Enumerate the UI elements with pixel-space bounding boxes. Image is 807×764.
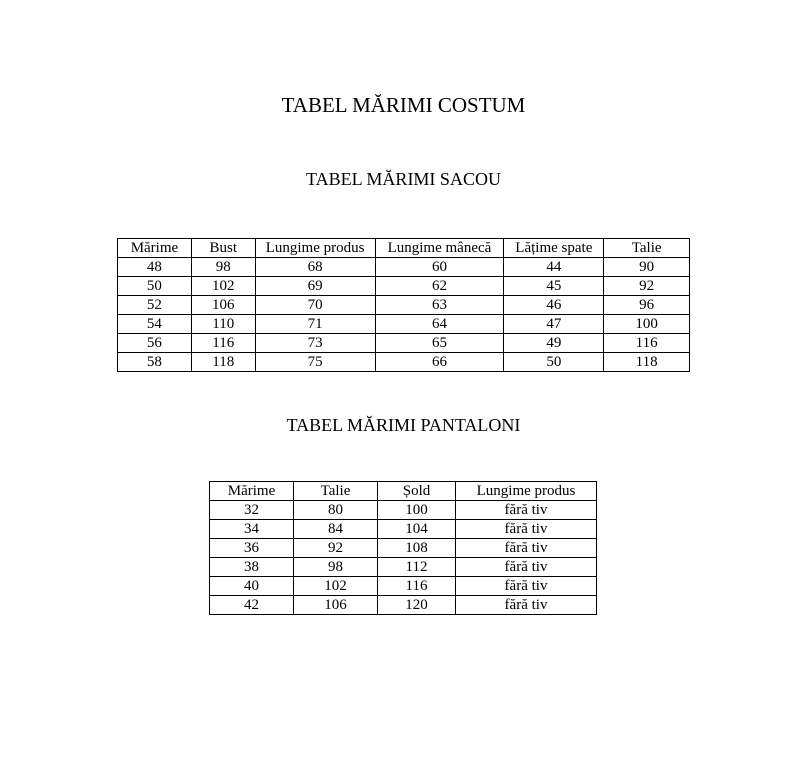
sacou-table-title: TABEL MĂRIMI SACOU (306, 169, 501, 189)
table-row (210, 577, 597, 596)
table-cell: 60 (375, 258, 504, 277)
table-cell: fără tiv (456, 501, 597, 520)
table-cell: 116 (378, 577, 456, 596)
table-cell: 75 (255, 353, 375, 372)
table-cell: 106 (191, 296, 255, 315)
table-row (210, 539, 597, 558)
header-cell: Bust (191, 239, 255, 258)
table-cell: 49 (504, 334, 604, 353)
table-cell: 84 (294, 520, 378, 539)
table-cell: 96 (604, 296, 690, 315)
table-cell: 110 (191, 315, 255, 334)
table-cell: 48 (118, 258, 192, 277)
table-cell: 32 (210, 501, 294, 520)
table-cell: fără tiv (456, 596, 597, 615)
table-row (210, 501, 597, 520)
header-cell: Talie (604, 239, 690, 258)
table-cell: 38 (210, 558, 294, 577)
table-cell: 106 (294, 596, 378, 615)
table-cell: 68 (255, 258, 375, 277)
table-cell: 34 (210, 520, 294, 539)
table-cell: 92 (294, 539, 378, 558)
table-cell: 69 (255, 277, 375, 296)
table-cell: 58 (118, 353, 192, 372)
table-cell: 80 (294, 501, 378, 520)
table-cell: 65 (375, 334, 504, 353)
table-cell: 46 (504, 296, 604, 315)
table-row (118, 353, 690, 372)
table-header-row (118, 239, 690, 258)
table-cell: 102 (294, 577, 378, 596)
table-cell: 71 (255, 315, 375, 334)
table-cell: fără tiv (456, 577, 597, 596)
table-cell: 98 (294, 558, 378, 577)
table-cell: 66 (375, 353, 504, 372)
table-cell: fără tiv (456, 558, 597, 577)
table-cell: 44 (504, 258, 604, 277)
table-header-row (210, 482, 597, 501)
header-cell: Lungime produs (255, 239, 375, 258)
table-cell: 102 (191, 277, 255, 296)
table-row (118, 315, 690, 334)
table-cell: 56 (118, 334, 192, 353)
table-row (210, 520, 597, 539)
table-cell: 104 (378, 520, 456, 539)
table-cell: 52 (118, 296, 192, 315)
table-cell: fără tiv (456, 520, 597, 539)
table-cell: 118 (604, 353, 690, 372)
header-cell: Mărime (210, 482, 294, 501)
table-cell: 64 (375, 315, 504, 334)
header-cell: Lungime mânecă (375, 239, 504, 258)
table-cell: 90 (604, 258, 690, 277)
table-cell: 45 (504, 277, 604, 296)
table-cell: 50 (504, 353, 604, 372)
table-row (118, 258, 690, 277)
table-cell: 116 (191, 334, 255, 353)
table-cell: 70 (255, 296, 375, 315)
table-cell: 62 (375, 277, 504, 296)
table-row (118, 334, 690, 353)
header-cell: Lățime spate (504, 239, 604, 258)
table-cell: fără tiv (456, 539, 597, 558)
table-cell: 120 (378, 596, 456, 615)
table-row (118, 296, 690, 315)
document-title: TABEL MĂRIMI COSTUM (281, 93, 526, 117)
header-cell: Lungime produs (456, 482, 597, 501)
header-cell: Talie (294, 482, 378, 501)
table-cell: 100 (604, 315, 690, 334)
table-cell: 73 (255, 334, 375, 353)
pantaloni-table-title: TABEL MĂRIMI PANTALONI (286, 415, 521, 435)
header-cell: Șold (378, 482, 456, 501)
table-cell: 100 (378, 501, 456, 520)
header-cell: Mărime (118, 239, 192, 258)
table-cell: 36 (210, 539, 294, 558)
table-cell: 63 (375, 296, 504, 315)
table-cell: 42 (210, 596, 294, 615)
pantaloni-size-table (209, 481, 597, 615)
table-cell: 50 (118, 277, 192, 296)
table-cell: 40 (210, 577, 294, 596)
table-cell: 54 (118, 315, 192, 334)
table-cell: 108 (378, 539, 456, 558)
table-cell: 116 (604, 334, 690, 353)
table-cell: 92 (604, 277, 690, 296)
sacou-size-table (117, 238, 690, 372)
table-cell: 112 (378, 558, 456, 577)
table-cell: 98 (191, 258, 255, 277)
table-cell: 47 (504, 315, 604, 334)
table-row (210, 596, 597, 615)
table-row (118, 277, 690, 296)
table-cell: 118 (191, 353, 255, 372)
table-row (210, 558, 597, 577)
